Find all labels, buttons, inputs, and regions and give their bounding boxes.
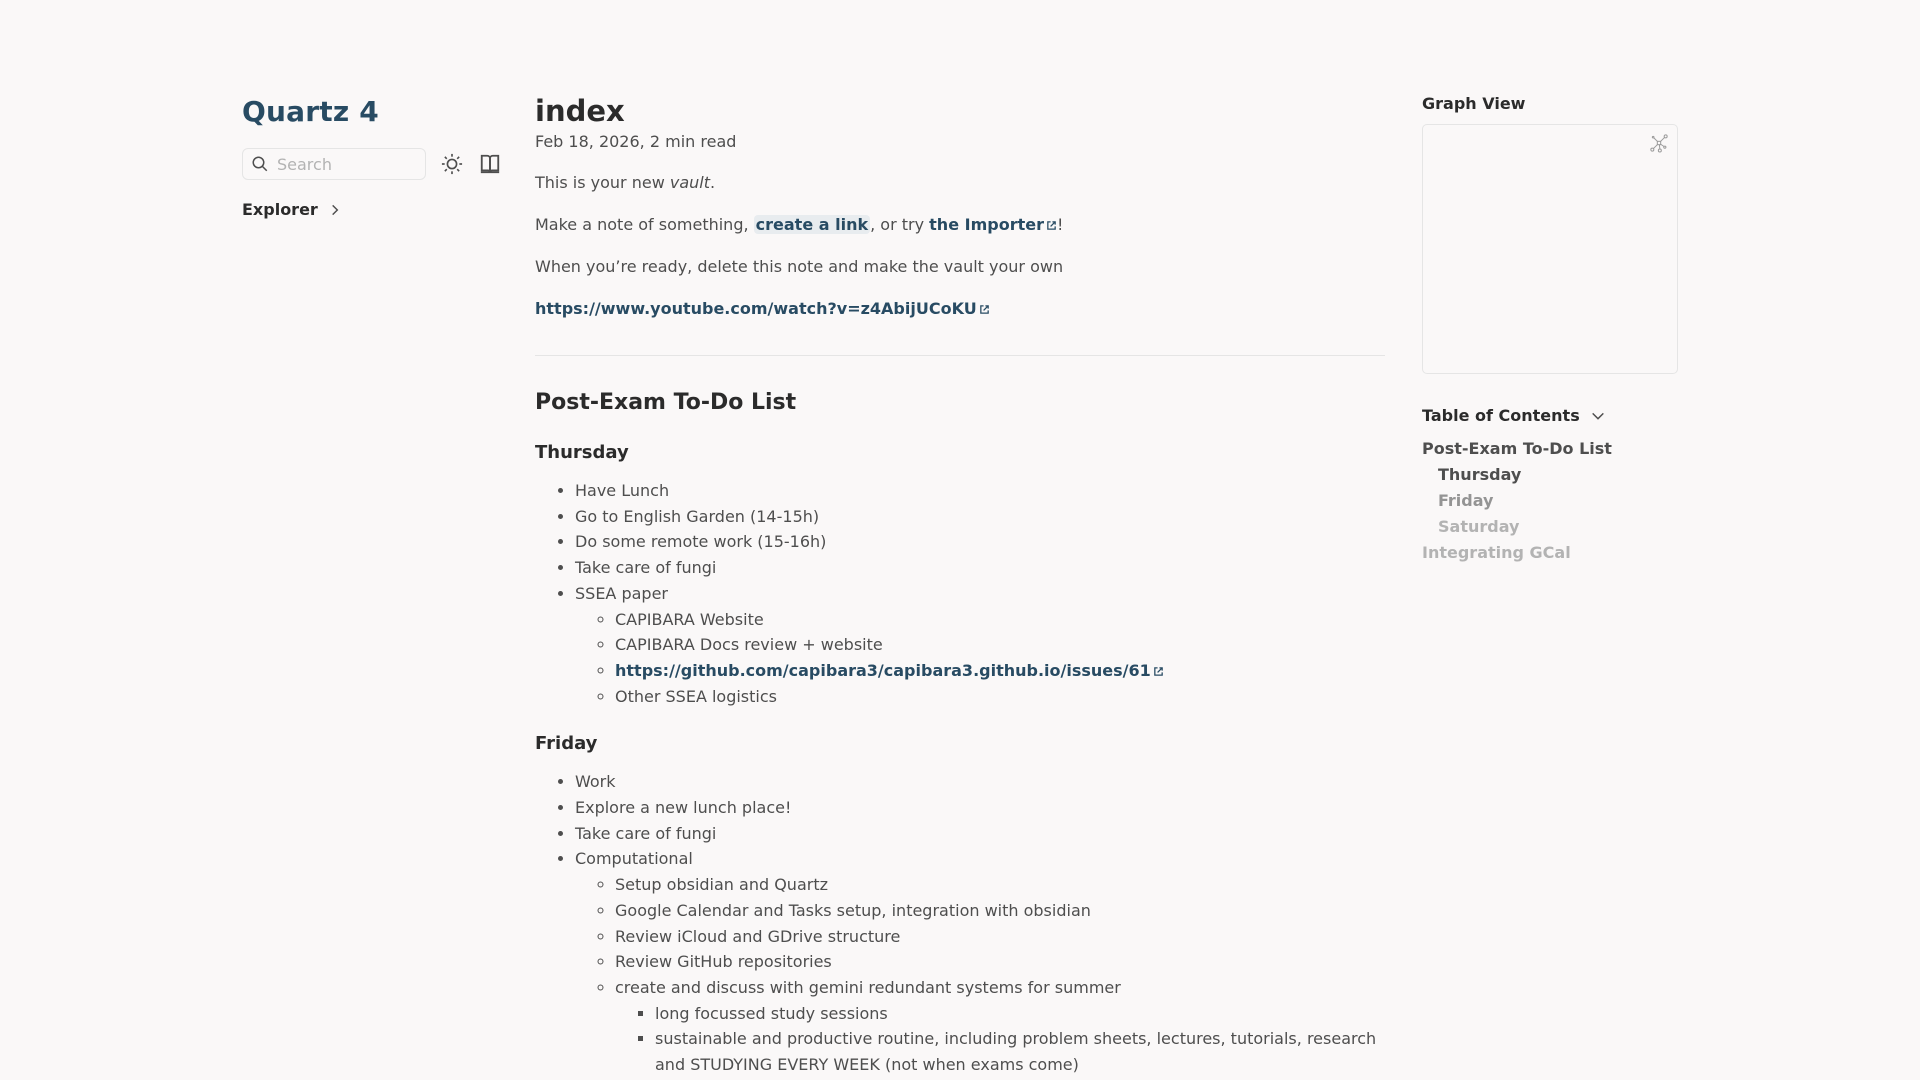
list-item bbox=[575, 846, 1385, 1077]
list-item: ◦ Other SSEA logistics bbox=[615, 684, 1385, 710]
sun-icon bbox=[441, 153, 463, 175]
list-item bbox=[575, 581, 1385, 710]
list-item bbox=[615, 658, 1385, 684]
list-item: • Work bbox=[575, 769, 1385, 795]
list-item: • Take care of fungi bbox=[575, 555, 1385, 581]
gemini-sublist bbox=[615, 1001, 1385, 1078]
book-icon bbox=[479, 153, 501, 175]
global-graph-icon[interactable] bbox=[1649, 133, 1669, 153]
text: . bbox=[710, 173, 716, 192]
list-item: ◦ Setup obsidian and Quartz bbox=[615, 872, 1385, 898]
search-row bbox=[242, 148, 502, 180]
thursday-list bbox=[535, 478, 1385, 709]
list-item: ▪ sustainable and productive routine, including problem sheets, lectures, tutorials, research and STUDYING EVERY WEEK (not when exams come) bbox=[655, 1026, 1385, 1077]
list-item: ◦ Review GitHub repositories bbox=[615, 949, 1385, 975]
toc-list bbox=[1422, 436, 1682, 566]
toc-item-saturday[interactable]: Saturday bbox=[1438, 517, 1520, 536]
text: ! bbox=[1056, 215, 1064, 234]
content-meta bbox=[535, 132, 1385, 151]
explorer-label: Explorer bbox=[242, 200, 318, 219]
text: This is your new bbox=[535, 173, 670, 192]
section-heading: Post-Exam To-Do List bbox=[535, 390, 797, 415]
site-title[interactable]: Quartz 4 bbox=[242, 95, 379, 128]
chevron-right-icon bbox=[328, 203, 342, 217]
graph-view-canvas[interactable] bbox=[1422, 124, 1678, 374]
create-link-internal-link[interactable]: create a link bbox=[755, 215, 869, 234]
github-issue-external-link[interactable] bbox=[615, 661, 1164, 680]
chevron-down-icon bbox=[1590, 408, 1606, 424]
divider bbox=[535, 355, 1385, 356]
friday-heading: Friday bbox=[535, 733, 598, 755]
search-button[interactable] bbox=[242, 148, 426, 180]
text: , or try bbox=[870, 215, 930, 234]
external-link-icon bbox=[979, 304, 990, 315]
darkmode-toggle[interactable] bbox=[440, 152, 464, 176]
intro-paragraph-3: When you’re ready, delete this note and make the vault your own bbox=[535, 257, 1064, 276]
importer-external-link[interactable] bbox=[929, 215, 1057, 234]
list-item: ◦ CAPIBARA Docs review + website bbox=[615, 632, 1385, 658]
list-item: • Explore a new lunch place! bbox=[575, 795, 1385, 821]
link-text: https://www.youtube.com/watch?v=z4AbijUCoKU bbox=[535, 299, 977, 318]
search-icon bbox=[251, 155, 269, 173]
text: Make a note of something, bbox=[535, 215, 754, 234]
youtube-external-link[interactable] bbox=[535, 299, 990, 318]
list-item-text: create and discuss with gemini redundant systems for summer bbox=[615, 977, 1121, 997]
external-link-icon bbox=[1046, 220, 1057, 231]
youtube-paragraph bbox=[535, 297, 1385, 321]
list-item: ◦ Review iCloud and GDrive structure bbox=[615, 924, 1385, 950]
page-title: index bbox=[535, 94, 625, 128]
explorer-toggle[interactable] bbox=[242, 200, 502, 219]
list-item: ◦ CAPIBARA Website bbox=[615, 607, 1385, 633]
toc-item-thursday[interactable]: Thursday bbox=[1438, 465, 1522, 484]
intro-paragraph-2 bbox=[535, 213, 1385, 237]
left-sidebar bbox=[242, 92, 502, 219]
intro-paragraph-1 bbox=[535, 171, 1385, 195]
article bbox=[535, 92, 1385, 1078]
friday-list bbox=[535, 769, 1385, 1077]
toc-item-integrating-gcal[interactable]: Integrating GCal bbox=[1422, 543, 1571, 562]
publish-date: Feb 18, 2026, bbox=[535, 132, 645, 151]
right-sidebar bbox=[1422, 92, 1682, 566]
toc-title: Table of Contents bbox=[1422, 406, 1580, 425]
toc-toggle[interactable] bbox=[1422, 404, 1682, 428]
link-text: the Importer bbox=[929, 215, 1044, 234]
list-item-text: Computational bbox=[575, 849, 693, 869]
toc-item-post-exam[interactable]: Post-Exam To-Do List bbox=[1422, 439, 1612, 458]
list-item: • Do some remote work (15-16h) bbox=[575, 529, 1385, 555]
reader-mode-toggle[interactable] bbox=[478, 152, 502, 176]
list-item-text: SSEA paper bbox=[575, 583, 668, 603]
list-item bbox=[615, 975, 1385, 1078]
list-item: ◦ Google Calendar and Tasks setup, integration with obsidian bbox=[615, 898, 1385, 924]
search-placeholder: Search bbox=[277, 154, 332, 174]
read-time: 2 min read bbox=[649, 132, 737, 151]
computational-sublist bbox=[575, 872, 1385, 1078]
thursday-heading: Thursday bbox=[535, 442, 629, 463]
list-item: • Take care of fungi bbox=[575, 821, 1385, 847]
emphasis-vault: vault bbox=[669, 173, 711, 192]
link-text: https://github.com/capibara3/capibara3.github.io/issues/61 bbox=[615, 660, 1151, 680]
toc-item-friday[interactable]: Friday bbox=[1438, 491, 1494, 510]
list-item: ▪ long focussed study sessions bbox=[655, 1001, 1385, 1027]
external-link-icon bbox=[1153, 666, 1164, 677]
list-item: • Go to English Garden (14-15h) bbox=[575, 504, 1385, 530]
list-item: • Have Lunch bbox=[575, 478, 1385, 504]
ssea-sublist bbox=[575, 607, 1385, 710]
graph-view-title: Graph View bbox=[1422, 94, 1526, 113]
